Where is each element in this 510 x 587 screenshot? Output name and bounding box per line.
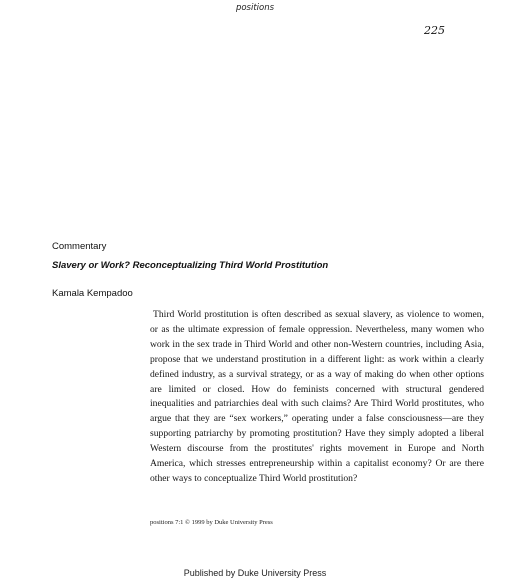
section-label: Commentary — [52, 241, 107, 252]
article-body-paragraph: Third World prostitution is often described as sexual slavery, as violence to women, or as the ultimate expression of female oppression. Nevertheless, many women who work in the sex trade in Third World and other non-Western countries, including Asia, propose that we understand prostitution in a different light: as work within a clearly defined industry, as a survival strategy, or as a way of making do when other options are limited or closed. How do feminists concerned with structural gendered inequalities and patriarchies deal with such claims? Are Third World prostitutes, who argue that they are “sex workers,” operating under a false consciousness—are they supporting patriarchy by promoting prostitution? Have they simply adopted a liberal Western discourse from the prostitutes' rights movement in Europe and North America, which stresses entrepreneurship within a capitalist economy? Or are there other ways to conceptualize Third World prostitution? — [150, 309, 484, 484]
author-name: Kamala Kempadoo — [52, 288, 133, 299]
article-title: Slavery or Work? Reconceptualizing Third World Prostitution — [52, 260, 329, 271]
journal-header: positions — [235, 3, 275, 13]
journal-imprint: positions 7:1 © 1999 by Duke University Press — [150, 519, 273, 526]
publisher-footer: Published by Duke University Press — [183, 568, 327, 578]
page-number: 225 — [424, 24, 445, 37]
